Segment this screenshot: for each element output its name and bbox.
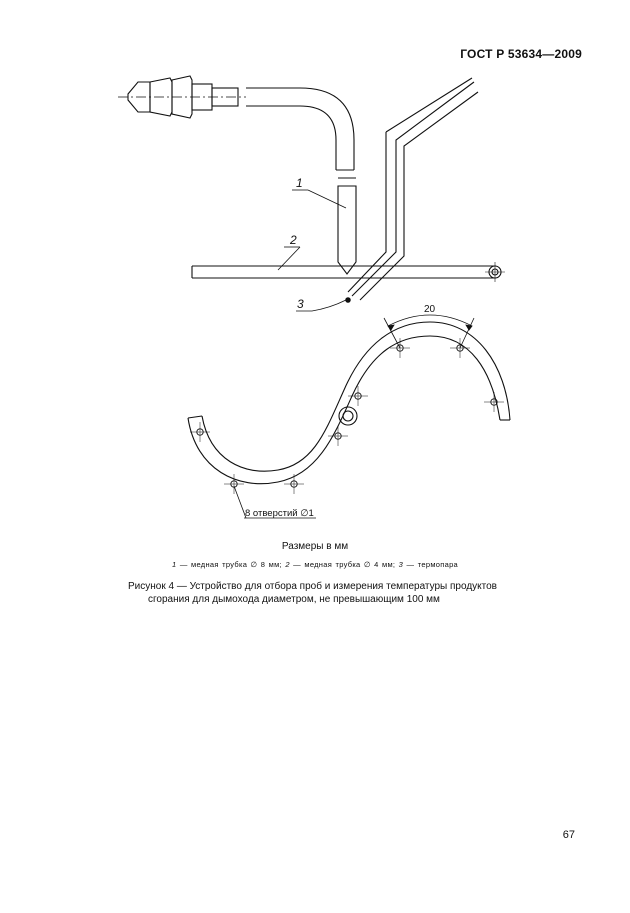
legend-text-2: — медная трубка ∅ 4 мм; xyxy=(289,560,399,569)
dimension-arc xyxy=(384,315,474,348)
figure-caption xyxy=(128,580,508,606)
callout-leaders xyxy=(278,190,346,311)
hose-barb-connector xyxy=(118,76,246,118)
callout-2: 2 xyxy=(290,233,297,247)
dimension-value: 20 xyxy=(424,304,436,315)
callout-3: 3 xyxy=(297,297,304,311)
legend-text-3: — термопара xyxy=(403,560,459,569)
legend-num-1: 1 xyxy=(171,560,177,569)
thermocouple xyxy=(346,78,478,302)
standard-code: ГОСТ Р 53634—2009 xyxy=(460,47,582,61)
caption-line-1: Рисунок 4 — Устройство для отбора проб и измерения температуры продуктов xyxy=(128,581,497,592)
legend-num-3: 3 xyxy=(398,560,404,569)
holes-note: 8 отверстий ∅1 xyxy=(245,508,314,519)
callout-1: 1 xyxy=(296,176,303,190)
legend-text-1: — медная трубка ∅ 8 мм; xyxy=(176,560,286,569)
dimensions-note: Размеры в мм xyxy=(281,541,349,552)
s-shaped-probe-tube xyxy=(188,322,510,484)
caption-line-2: сгорания для дымохода диаметром, не превышающим 100 мм xyxy=(148,594,440,605)
figure-legend xyxy=(0,560,630,569)
legend-num-2: 2 xyxy=(285,560,290,569)
probe-holes xyxy=(190,338,504,494)
page-number: 67 xyxy=(562,829,575,841)
